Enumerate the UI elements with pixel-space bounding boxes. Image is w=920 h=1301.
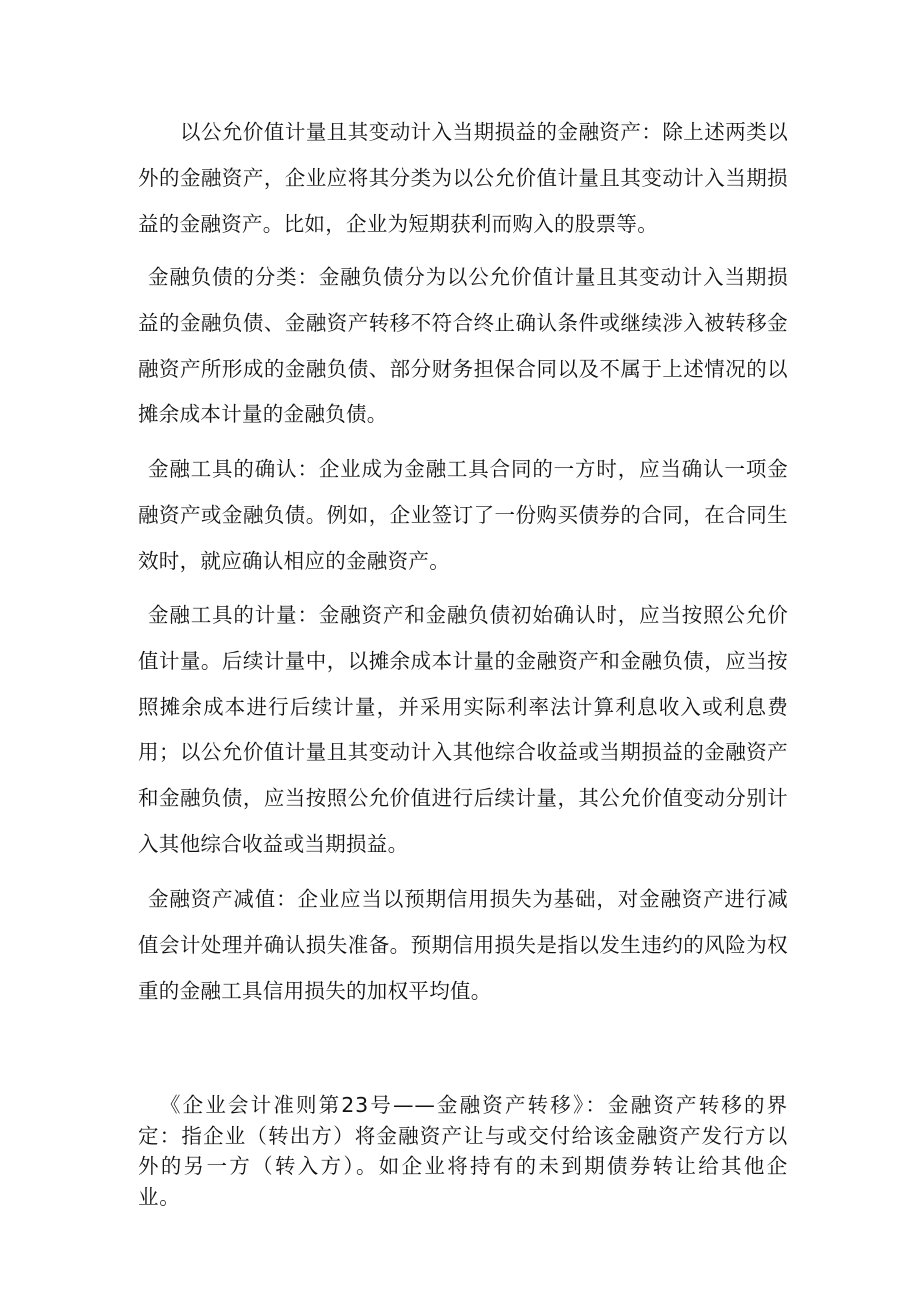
paragraph-financial-asset-impairment: 金融资产减值：企业应当以预期信用损失为基础，对金融资产进行减值会计处理并确认损失准备。预期信用损失是指以发生违约的风险为权重的金融工具信用损失的加权平均值。 (138, 887, 788, 1003)
paragraph-financial-liabilities-classification: 金融负债的分类：金融负债分为以公允价值计量且其变动计入当期损益的金融负债、金融资产转移不符合终止确认条件或继续涉入被转移金融资产所形成的金融负债、部分财务担保合同以及不属于上述情况的以摊余成本计量的金融负债。 (138, 265, 788, 427)
paragraph-standard-23-transfer: 《企业会计准则第23号——金融资产转移》：金融资产转移的界定：指企业（转出方）将金融资产让与或交付给该金融资产发行方以外的另一方（转入方）。如企业将持有的未到期债券转让给其他企业。 (138, 1093, 788, 1209)
paragraph-fvtpl-assets: 以公允价值计量且其变动计入当期损益的金融资产：除上述两类以外的金融资产，企业应将其分类为以公允价值计量且其变动计入当期损益的金融资产。比如，企业为短期获利而购入的股票等。 (138, 120, 788, 236)
paragraph-financial-instrument-measurement: 金融工具的计量：金融资产和金融负债初始确认时，应当按照公允价值计量。后续计量中，以摊余成本计量的金融资产和金融负债，应当按照摊余成本进行后续计量，并采用实际利率法计算利息收入或利息费用；以公允价值计量且其变动计入其他综合收益或当期损益的金融资产和金融负债，应当按照公允价值进行后续计量，其公允价值变动分别计入其他综合收益或当期损益。 (138, 603, 788, 856)
paragraph-financial-instrument-recognition: 金融工具的确认：企业成为金融工具合同的一方时，应当确认一项金融资产或金融负债。例如，企业签订了一份购买债券的合同，在合同生效时，就应确认相应的金融资产。 (138, 457, 788, 573)
